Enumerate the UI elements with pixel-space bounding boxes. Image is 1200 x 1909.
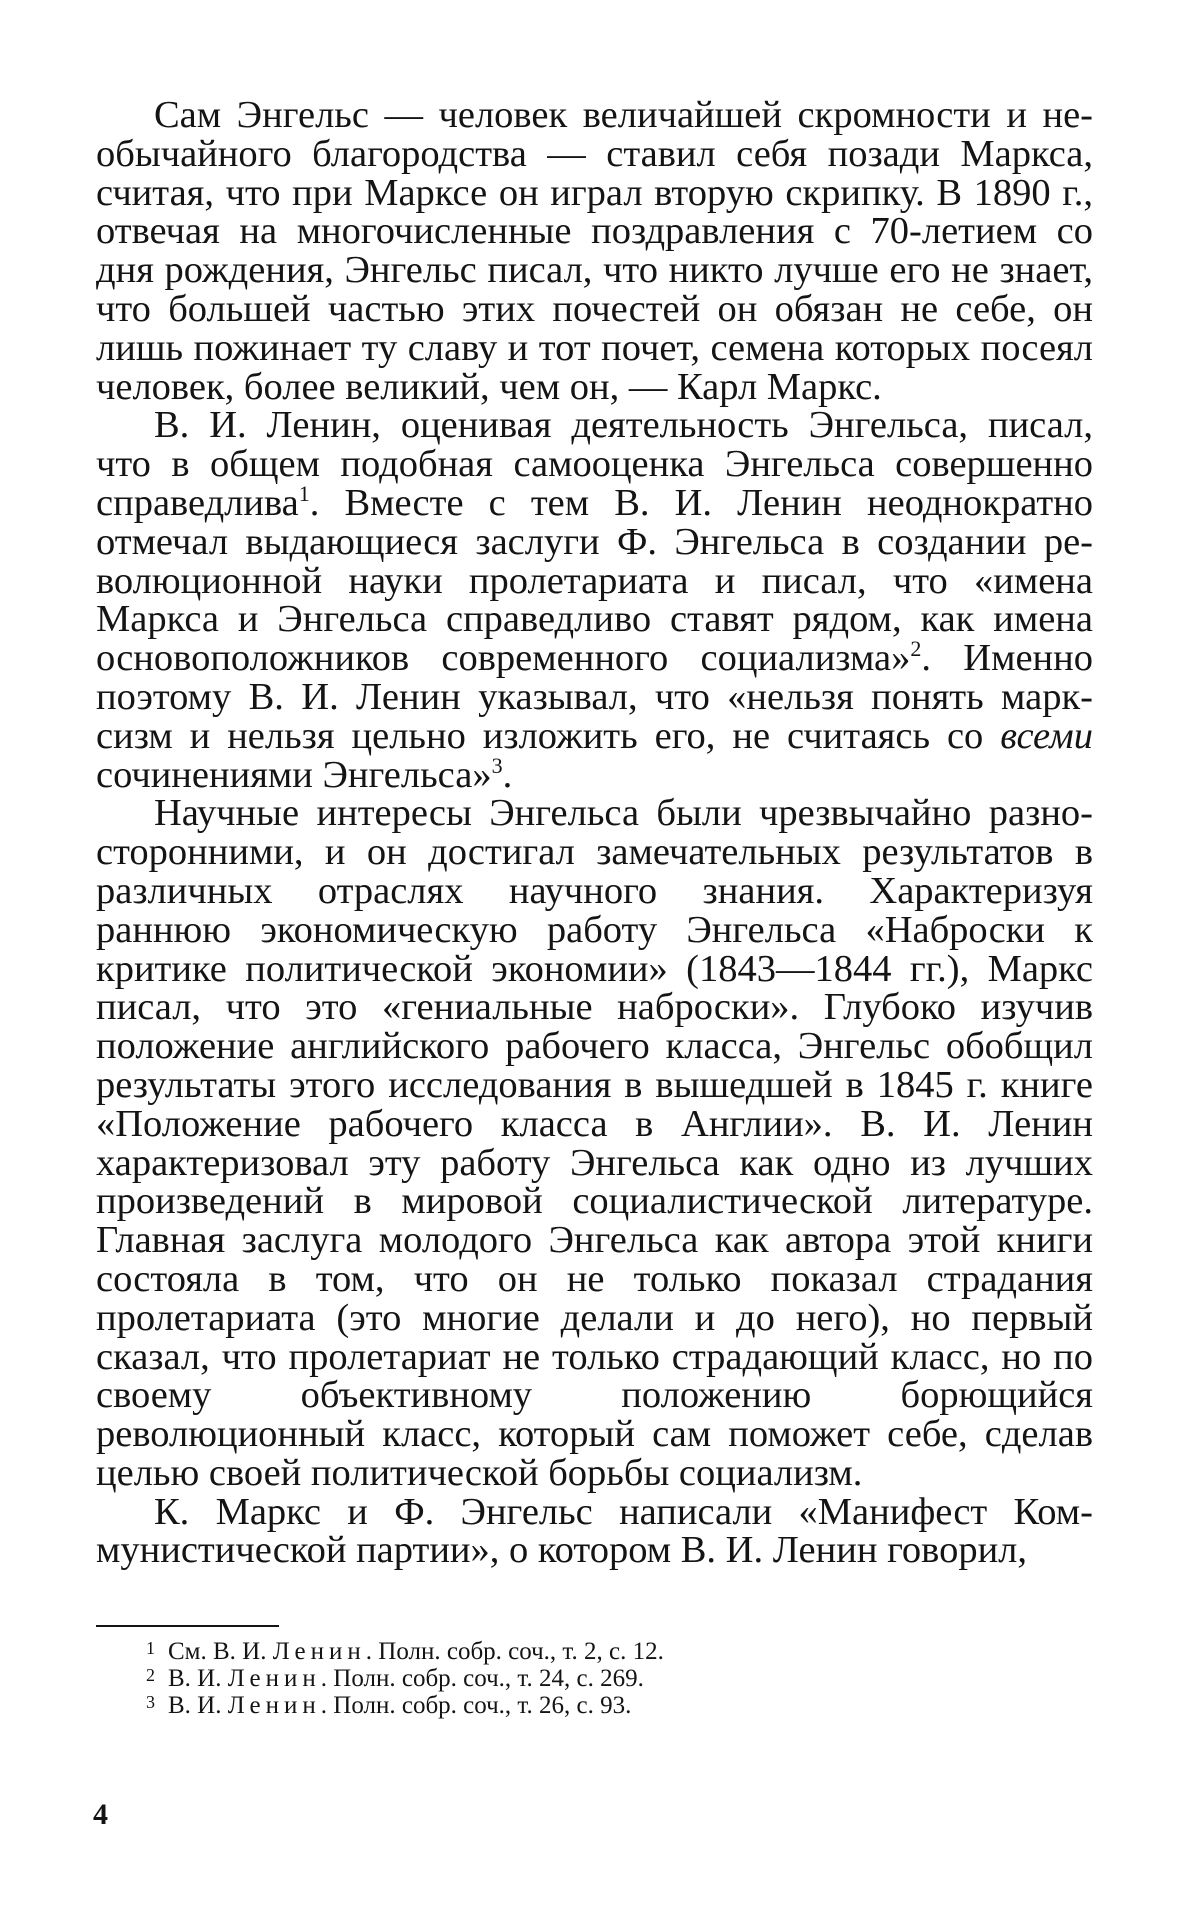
paragraph-2-part-d: сочинениями Энгельса» (96, 753, 492, 796)
paragraph-2-part-e: . (502, 753, 513, 796)
footnote-2 (146, 1665, 946, 1692)
footnote-3-prefix: В. И. (168, 1692, 228, 1719)
paragraph-2-part-a: В. И. Ленин, оценивая деятельность Энгельса, писал, что в общем подобная самооценка Энгельса совершенно справедлива (96, 404, 1093, 524)
page-number: 4 (93, 1798, 108, 1831)
footnote-ref-3: 3 (491, 752, 503, 778)
footnote-1-source: . Полн. собр. соч., т. 2, с. 12. (365, 1638, 664, 1665)
footnote-1-number: 1 (146, 1638, 155, 1658)
footnote-1-author: Ленин (272, 1638, 366, 1665)
footnote-ref-2: 2 (910, 636, 922, 662)
page-body (96, 96, 1093, 1570)
footnote-3-number: 3 (146, 1692, 155, 1712)
paragraph-2-part-c: . Именно поэтому В. И. Ленин указывал, что «нельзя понять марксизм и нельзя цельно изложить его, не считаясь со (96, 637, 1093, 757)
paragraph-3: Научные интересы Энгельса были чрезвычайно разносторонними, и он достигал замечательных результатов в различных отраслях научного знания. Характеризуя раннюю экономическую работу Энгельса «Наброски к критике политической экономии» (1843—1844 гг.), Маркс писал, что это «гениальные наброски». Глубоко изучив положение английского рабочего класса, Энгельс обобщил результаты этого исследования в вышедшей в 1845 г. книге «Положение рабочего класса в Англии». В. И. Ленин характеризовал эту работу Энгельса как одно из лучших произведений в мировой социалистической литературе. Главная заслуга молодого Энгельса как автора этой книги состояла в том, что он не только показал страдания пролетариата (это многие делали и до него), но первый сказал, что пролетариат не только страдающий класс, но по своему объективному положению борющийся революционный класс, который сам поможет себе, сделав целью своей политической борьбы социализм. (96, 792, 1093, 1494)
footnote-1 (146, 1638, 946, 1665)
footnote-2-number: 2 (146, 1665, 155, 1685)
footnote-3-author: Ленин (227, 1692, 321, 1719)
footnote-1-prefix: См. В. И. (168, 1638, 273, 1665)
footnotes (146, 1638, 946, 1719)
footnote-3-source: . Полн. собр. соч., т. 26, с. 93. (320, 1692, 632, 1719)
emphasized-word: всеми (1000, 714, 1093, 757)
footnote-2-prefix: В. И. (168, 1665, 228, 1692)
footnote-divider (96, 1625, 279, 1627)
footnote-2-source: . Полн. собр. соч., т. 24, с. 269. (320, 1665, 644, 1692)
paragraph-2 (96, 406, 1093, 794)
footnote-3 (146, 1692, 946, 1719)
paragraph-1: Сам Энгельс — человек величайшей скромности и необычайного благородства — ставил себя позади Маркса, считая, что при Марксе он играл вторую скрипку. В 1890 г., отвечая на многочисленные поздравления с 70-летием со дня рождения, Энгельс писал, что никто лучше его не знает, что большей частью этих почестей он обязан не себе, он лишь пожинает ту славу и тот почет, семена которых посеял человек, более великий, чем он, — Карл Маркс. (96, 94, 1093, 408)
paragraph-2-part-b: . Вместе с тем В. И. Ленин неоднократно отмечал выдающиеся заслуги Ф. Энгельса в создании революционной науки пролетариата и писал, что «имена Маркса и Энгельса справедливо ставят рядом, как имена основоположников современного социализма» (96, 481, 1093, 680)
footnote-2-author: Ленин (227, 1665, 321, 1692)
footnote-ref-1: 1 (298, 481, 310, 507)
paragraph-4: К. Маркс и Ф. Энгельс написали «Манифест Коммунистической партии», о котором В. И. Ленин говорил, (96, 1490, 1093, 1572)
